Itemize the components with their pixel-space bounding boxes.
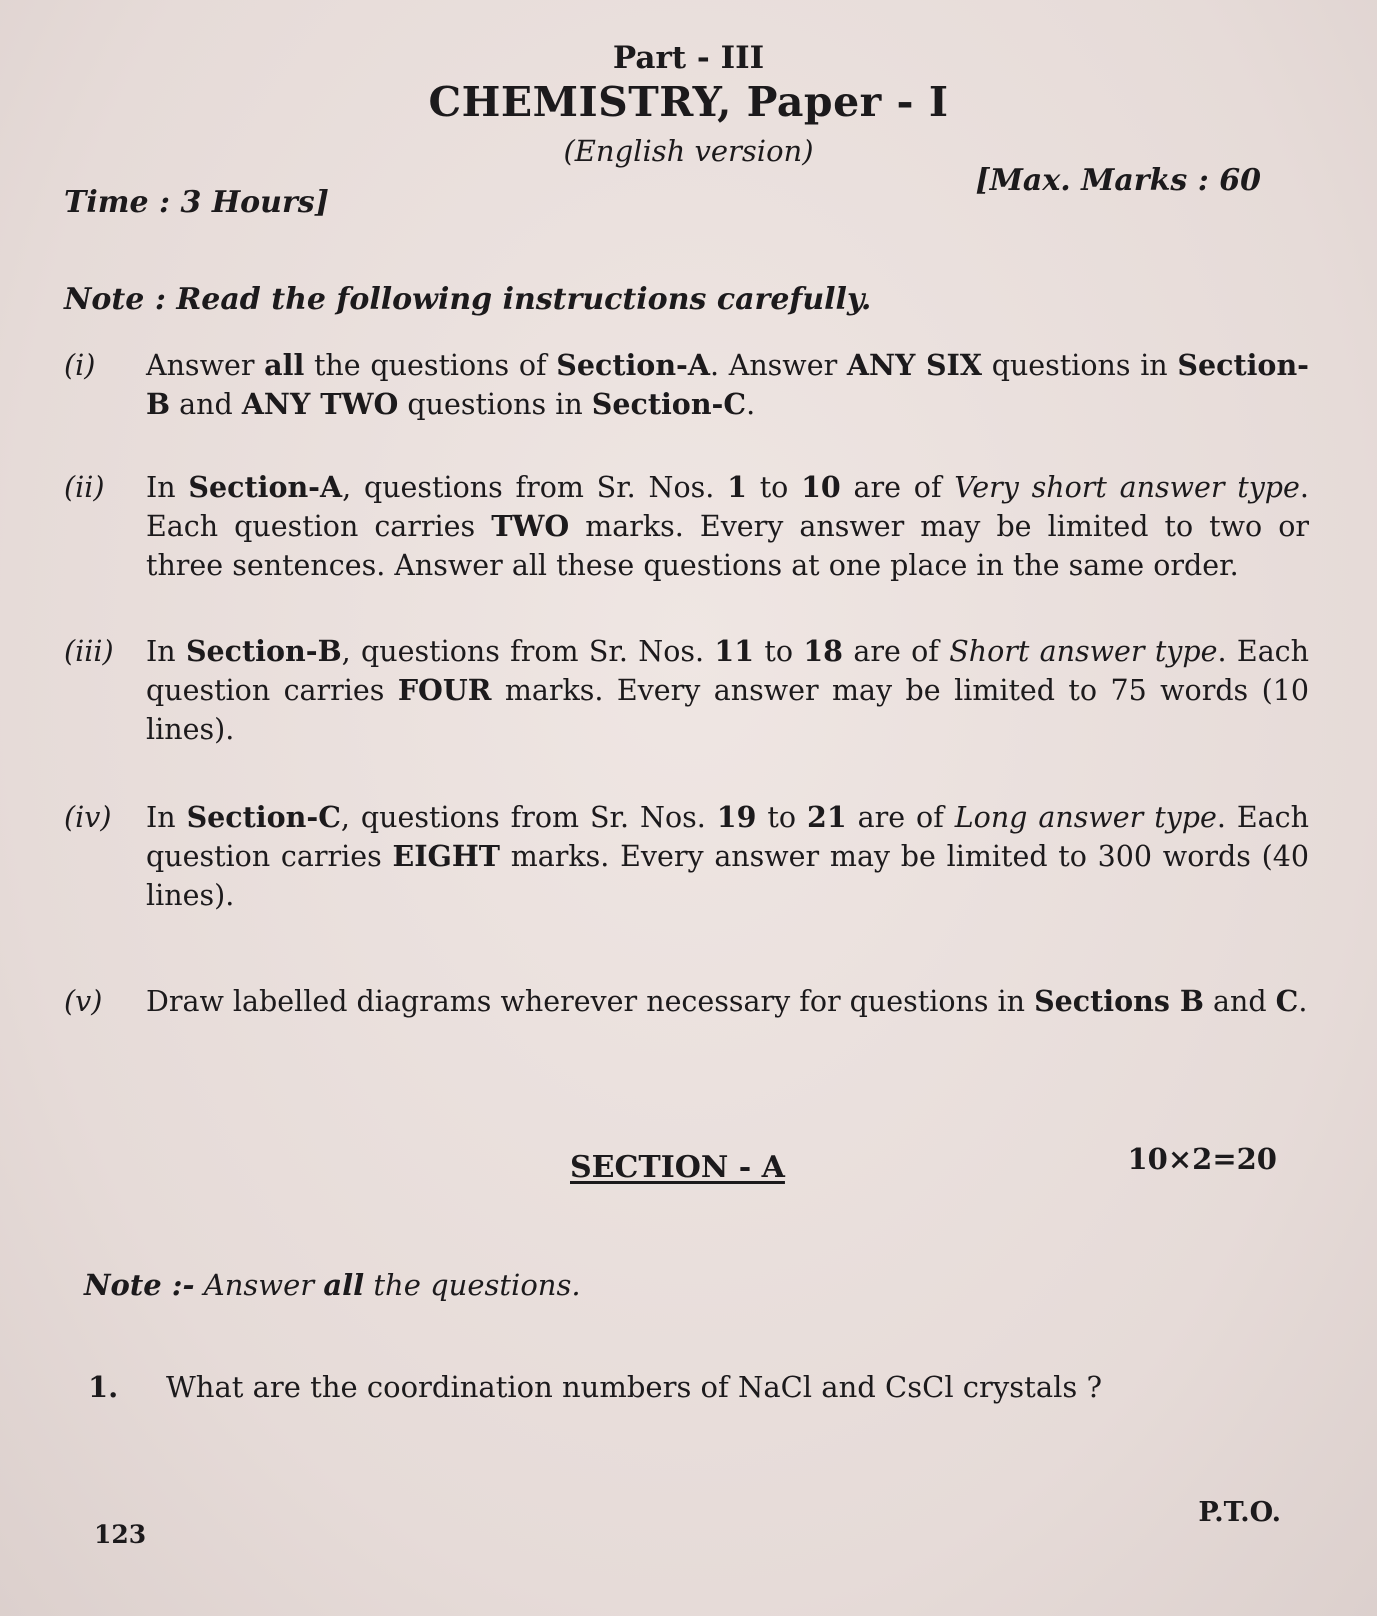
instruction-segment: Long answer type: [954, 801, 1217, 834]
instruction-segment: marks. Every answer may be limited to 300 words (40 lines).: [146, 840, 1309, 912]
instruction-segment: are of: [846, 801, 955, 834]
instruction-text: [146, 632, 1309, 749]
part-label: Part - III: [612, 40, 765, 76]
instruction-item: [64, 632, 1309, 749]
instruction-segment: , questions from Sr. Nos.: [340, 801, 717, 834]
instruction-number: (ii): [64, 471, 105, 504]
instruction-item: [64, 468, 1309, 585]
instruction-segment: and: [1203, 985, 1276, 1018]
section-a-note-bold: all: [323, 1268, 365, 1302]
question-text: What are the coordination numbers of NaCl and CsCl crystals ?: [166, 1370, 1103, 1404]
instruction-segment: TWO: [491, 509, 570, 543]
instruction-segment: , questions from Sr. Nos.: [342, 471, 728, 504]
instruction-segment: all: [264, 348, 305, 382]
instruction-segment: Answer: [146, 349, 265, 382]
instruction-segment: FOUR: [397, 673, 492, 707]
instruction-segment: Short answer type: [949, 635, 1218, 668]
instruction-item: [64, 982, 1309, 1021]
instruction-segment: the questions of: [304, 349, 557, 382]
instruction-segment: Very short answer type: [954, 471, 1300, 504]
instruction-segment: Section-C: [591, 387, 747, 421]
section-a-note-text-a: Answer: [194, 1268, 324, 1302]
instruction-segment: 1: [727, 470, 747, 504]
instruction-number: (iv): [64, 801, 112, 834]
section-a-marks: 10×2=20: [1127, 1142, 1277, 1176]
instruction-segment: ANY SIX: [846, 348, 982, 382]
instruction-segment: 19: [716, 800, 757, 834]
instruction-segment: In: [146, 801, 187, 834]
version-label: (English version): [563, 134, 814, 168]
instruction-segment: EIGHT: [392, 839, 500, 873]
instruction-segment: questions in: [398, 388, 592, 421]
instruction-item: [64, 798, 1309, 915]
instruction-segment: . Answer: [709, 349, 847, 382]
instruction-segment: Sections B: [1034, 984, 1204, 1018]
instruction-text: [146, 982, 1309, 1021]
instruction-segment: In: [146, 635, 186, 668]
pto-label: P.T.O.: [1198, 1497, 1281, 1528]
instruction-segment: C: [1275, 984, 1299, 1018]
instruction-segment: 11: [714, 634, 755, 668]
instruction-number: (iii): [64, 635, 114, 668]
instruction-segment: are of: [840, 471, 955, 504]
instruction-segment: ANY TWO: [241, 387, 399, 421]
instruction-segment: In: [146, 471, 189, 504]
time-label: Time : 3 Hours]: [64, 185, 329, 220]
instruction-number: (v): [64, 985, 103, 1018]
instruction-segment: to: [756, 801, 807, 834]
instruction-segment: Section-B: [185, 634, 342, 668]
instruction-segment: marks. Every answer may be limited to two or three sentences. Answer all these questions at one place in the same order.: [146, 510, 1309, 582]
instruction-segment: , questions from Sr. Nos.: [341, 635, 715, 668]
instruction-segment: to: [754, 635, 804, 668]
instruction-segment: Section-B: [146, 348, 1309, 421]
instruction-text: [146, 346, 1309, 424]
instruction-segment: and: [170, 388, 242, 421]
instruction-segment: 10: [801, 470, 841, 504]
page-number: 123: [94, 1520, 147, 1549]
instruction-segment: questions in: [982, 349, 1178, 382]
question-number: 1.: [88, 1370, 119, 1404]
instruction-segment: 21: [806, 800, 847, 834]
instruction-segment: to: [746, 471, 802, 504]
section-a-heading: SECTION - A: [570, 1150, 785, 1185]
instruction-segment: .: [1298, 985, 1308, 1018]
section-a-note-text-b: the questions.: [364, 1268, 581, 1302]
instruction-segment: 18: [803, 634, 844, 668]
instruction-segment: are of: [843, 635, 950, 668]
instruction-segment: .: [746, 388, 756, 421]
section-a-note: [84, 1268, 581, 1302]
instruction-segment: marks. Every answer may be limited to 75 words (10 lines).: [146, 674, 1309, 746]
instruction-segment: . Each question carries: [146, 801, 1309, 873]
max-marks-label: [Max. Marks : 60: [975, 163, 1261, 198]
instruction-segment: Draw labelled diagrams wherever necessary for questions in: [146, 985, 1035, 1018]
instruction-segment: Section-A: [556, 348, 710, 382]
instruction-segment: . Each question carries: [146, 471, 1309, 543]
section-a-note-prefix: Note :-: [84, 1268, 195, 1302]
instruction-number: (i): [64, 349, 96, 382]
question-1: [88, 1370, 1238, 1404]
paper-title: CHEMISTRY, Paper - I: [428, 78, 949, 126]
instruction-segment: . Each question carries: [146, 635, 1310, 707]
instruction-segment: Section-A: [188, 470, 343, 504]
instructions-note-heading: Note : Read the following instructions carefully.: [64, 282, 872, 317]
instruction-segment: Section-C: [186, 800, 341, 834]
instruction-text: [146, 468, 1309, 585]
instruction-text: [146, 798, 1309, 915]
instruction-item: [64, 346, 1309, 424]
